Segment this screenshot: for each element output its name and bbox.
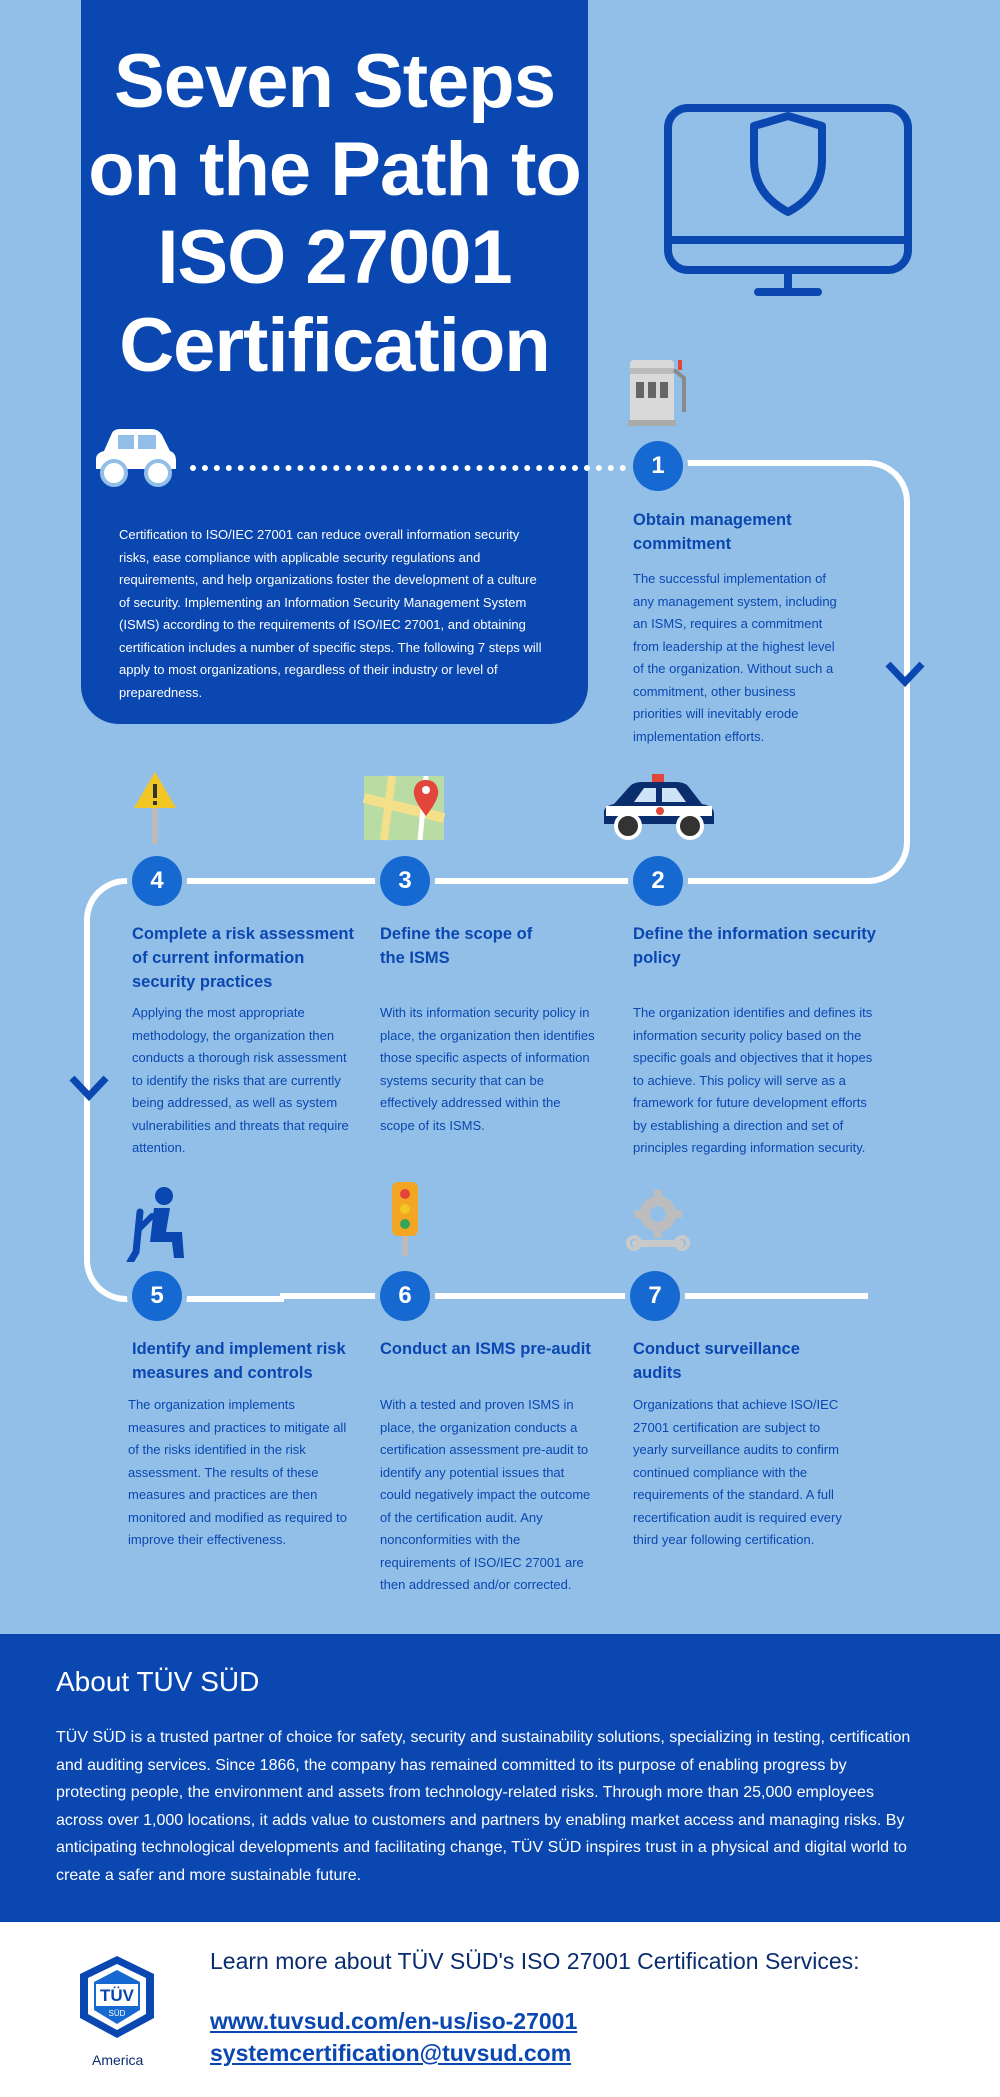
- step-title: Define the information security policy: [633, 925, 876, 967]
- email-link[interactable]: systemcertification@tuvsud.com: [210, 2040, 572, 2066]
- step-body: With a tested and proven ISMS in place, the organization conducts a certification assessment pre-audit to identify any potential issues that could negatively impact the outcome of the certification audit. Any nonconformities with the requirements of ISO/IEC 27001 are then addressed and/or corrected.: [380, 1397, 591, 1592]
- fuel-pump-icon: [626, 356, 692, 428]
- step-number: 5: [132, 1271, 182, 1321]
- page-title: [81, 38, 588, 390]
- footer: [0, 1922, 1000, 2097]
- police-car-icon: [600, 774, 718, 842]
- step-body: Organizations that achieve ISO/IEC 27001 certification are subject to yearly surveillance audits to confirm continued compliance with the requirements of the standard. A full recertification audit is required every third year following certification.: [633, 1397, 842, 1547]
- car-icon: [90, 425, 180, 493]
- monitor-shield-icon: [662, 102, 914, 300]
- road-segment: [280, 1293, 868, 1299]
- seated-person-icon: [126, 1186, 188, 1262]
- chevron-down-icon: [884, 660, 926, 688]
- hero-panel: [81, 0, 588, 724]
- footer-lead: Learn more about TÜV SÜD's ISO 27001 Certification Services:: [210, 1948, 860, 1974]
- step-title: Define the scope of the ISMS: [380, 925, 533, 967]
- tuv-sud-logo: [72, 1954, 162, 2048]
- title-line: on the Path to: [88, 127, 581, 212]
- step-number: 7: [630, 1271, 680, 1321]
- gear-wrench-icon: [626, 1188, 690, 1258]
- step-number: 6: [380, 1271, 430, 1321]
- title-line: Certification: [119, 303, 550, 388]
- step-body: Applying the most appropriate methodology, the organization then conducts a thorough risk assessment to identify the risks that are currently being addressed, as well as system vulnerabilities and threats that require attention.: [132, 1005, 349, 1155]
- step-number: 1: [633, 441, 683, 491]
- step-title: Conduct an ISMS pre-audit: [380, 1340, 591, 1358]
- about-text: TÜV SÜD is a trusted partner of choice for safety, security and sustainability solutions, specializing in testing, certification and auditing services. Since 1866, the company has remained committed to its purpose of enabling progress by protecting people, the environment and assets from technology-related risks. Through more than 25,000 employees across over 1,000 locations, it adds value to customers and partners by enabling market access and managing risks. By anticipating technological developments and facilitating change, TÜV SÜD inspires trust in a physical and digital world to create a safer and more sustainable future.: [56, 1729, 911, 1884]
- traffic-light-icon: [388, 1180, 422, 1256]
- step-number: 3: [380, 856, 430, 906]
- road-segment: [280, 878, 646, 884]
- step-title: Conduct surveillance audits: [633, 1340, 800, 1382]
- intro-text: Certification to ISO/IEC 27001 can reduce overall information security risks, ease compliance with applicable security regulations and requirements, and help organizations foster the development of a culture of security. Implementing an Information Security Management System (ISMS) according to the requirements of ISO/IEC 27001, and obtaining certification includes a number of specific steps. The following 7 steps will apply to most organizations, regardless of their industry or level of preparedness.: [119, 527, 542, 700]
- about-heading: About TÜV SÜD: [56, 1666, 260, 1697]
- about-section: [0, 1634, 1000, 1922]
- website-link[interactable]: www.tuvsud.com/en-us/iso-27001: [210, 2008, 578, 2034]
- step-number: 2: [633, 856, 683, 906]
- step-body: The organization identifies and defines its information security policy based on the specific goals and objectives that it hopes to achieve. This policy will serve as a framework for future development efforts by establishing a direction and set of principles regarding information security.: [633, 1005, 873, 1155]
- step-title: Complete a risk assessment of current information security practices: [132, 925, 354, 991]
- dotted-road: [190, 465, 650, 471]
- step-body: The organization implements measures and practices to mitigate all of the risks identified in the risk assessment. The results of these measures and practices are then monitored and modified as required to improve their effectiveness.: [128, 1397, 347, 1547]
- step-title: Identify and implement risk measures and controls: [132, 1340, 346, 1382]
- title-line: ISO 27001: [157, 215, 512, 300]
- chevron-down-icon: [68, 1074, 110, 1102]
- step-title: Obtain management commitment: [633, 511, 792, 553]
- step-body: The successful implementation of any management system, including an ISMS, requires a commitment from leadership at the highest level of the organization. Without such a commitment, other business priorities will inevitably erode implementation efforts.: [633, 571, 837, 744]
- svg-text:SÜD: SÜD: [108, 2009, 126, 2018]
- step-number: 4: [132, 856, 182, 906]
- title-line: Seven Steps: [114, 39, 555, 124]
- step-body: With its information security policy in place, the organization then identifies those specific aspects of information systems security that can be effectively addressed within the scope of its ISMS.: [380, 1005, 595, 1133]
- map-pin-icon: [362, 774, 446, 842]
- warning-sign-icon: [132, 770, 178, 844]
- svg-text:TÜV: TÜV: [100, 1986, 134, 2005]
- logo-caption: America: [92, 2052, 144, 2068]
